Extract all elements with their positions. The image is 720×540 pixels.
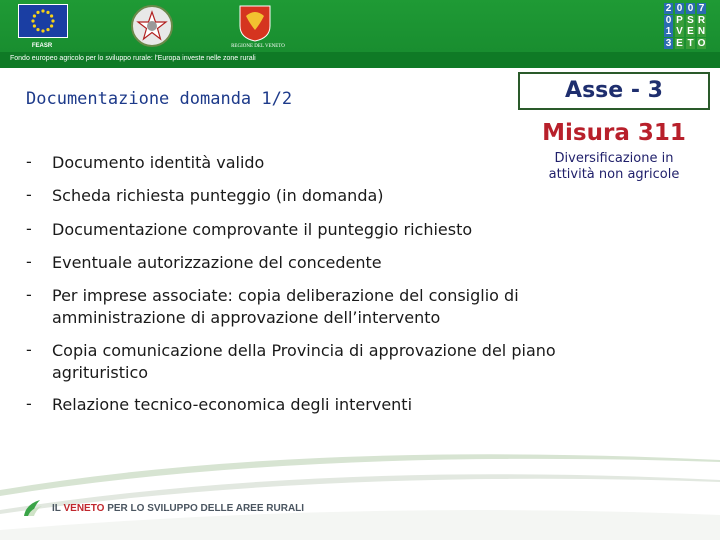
list-item-continuation: agrituristico [52,363,149,382]
psr-logo-character: 3 [665,37,672,49]
list-bullet: - [26,285,32,304]
misura-subtitle-line2: attività non agricole [548,167,680,182]
list-item: Documento identità valido [52,153,265,172]
list-item: Relazione tecnico-economica degli interventi [52,395,413,414]
list-item: Scheda richiesta punteggio (in domanda) [52,186,384,205]
veneto-region-logo [238,4,272,42]
footer-slogan-veneto: VENETO [63,503,105,514]
veneto-leaf-icon [22,498,44,518]
italian-emblem-logo [130,4,174,48]
footer-swoosh-decoration [0,430,720,540]
psr-logo-character: 0 [687,3,694,14]
psr-logo-character: 0 [676,3,683,14]
psr-logo-character: V [676,26,683,37]
list-item: Per imprese associate: copia deliberazione del consiglio di [52,286,519,305]
psr-logo-character: 7 [698,3,705,14]
asse-label: Asse - 3 [565,78,663,103]
psr-logo-character: 1 [665,26,672,37]
psr-logo-character: 2 [665,3,672,14]
psr-logo-character: 0 [665,14,672,26]
psr-logo-character: R [697,14,706,26]
psr-logo-character: T [687,37,694,49]
footer-slogan-part1: IL [52,503,64,514]
psr-logo-character: O [697,37,706,49]
psr-2007-2013-logo [664,3,710,49]
list-bullet: - [26,185,32,204]
eu-logo-label: FEASR [31,43,53,49]
list-bullet: - [26,252,32,271]
psr-logo-character: E [687,26,694,37]
list-item-continuation: amministrazione di approvazione dell’intervento [52,308,441,327]
footer-slogan [52,503,304,514]
list-item: Eventuale autorizzazione del concedente [52,253,382,272]
list-bullet: - [26,394,32,413]
list-bullet: - [26,152,32,171]
psr-logo-character: N [697,26,706,37]
asse-box [518,72,710,110]
header-banner [0,0,720,68]
list-bullet: - [26,340,32,359]
eu-flag-logo [18,4,68,38]
misura-title: Misura 311 [542,120,686,146]
misura-subtitle-line1: Diversificazione in [554,151,674,166]
list-item: Copia comunicazione della Provincia di approvazione del piano [52,341,556,360]
page-title: Documentazione domanda 1/2 [26,89,293,109]
footer-slogan-part3: PER LO SVILUPPO DELLE AREE RURALI [104,503,305,514]
list-bullet: - [26,219,32,238]
psr-logo-character: S [687,14,694,26]
veneto-logo-label: REGIONE DEL VENETO [231,44,285,49]
psr-logo-character: E [676,37,683,49]
psr-logo-character: P [676,14,683,26]
header-caption: Fondo europeo agricolo per lo sviluppo rurale: l'Europa investe nelle zone rurali [10,55,256,62]
list-item: Documentazione comprovante il punteggio richiesto [52,220,473,239]
